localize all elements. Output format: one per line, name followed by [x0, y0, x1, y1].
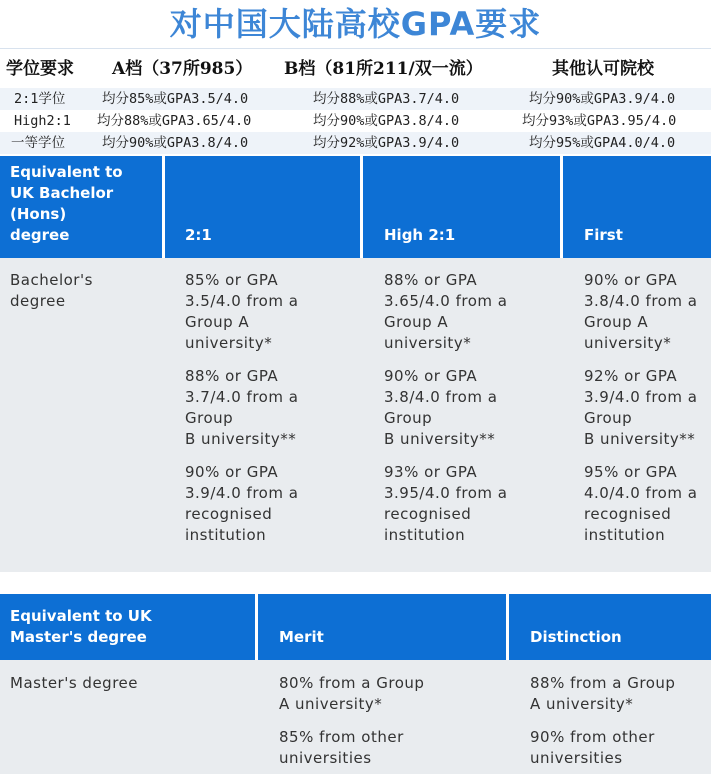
column-divider [360, 156, 363, 258]
bachelor-header-first: First [584, 226, 623, 244]
cn-cell: 均分90%或GPA3.8/4.0 [102, 135, 249, 151]
bachelor-cell: 88% or GPA 3.65/4.0 from a Group A university* [384, 271, 508, 352]
bachelor-cell: 90% or GPA 3.9/4.0 from a recognised institution [185, 463, 299, 544]
cn-cell: High2:1 [14, 113, 71, 129]
bachelor-header-high-2-1: High 2:1 [384, 226, 456, 244]
bachelor-row-label: Bachelor's degree [10, 271, 93, 310]
column-divider [162, 156, 165, 258]
master-row-label: Master's degree [10, 674, 138, 692]
bachelor-cell: 92% or GPA 3.9/4.0 from a Group B university** [584, 367, 698, 448]
cn-table-row [0, 88, 711, 110]
column-divider [255, 594, 258, 660]
master-table-body [0, 660, 711, 774]
bachelor-cell: 95% or GPA 4.0/4.0 from a recognised institution [584, 463, 698, 544]
column-divider [506, 594, 509, 660]
cn-cell: 一等学位 [11, 135, 65, 151]
cn-table-row [0, 132, 711, 154]
cn-cell: 均分90%或GPA3.9/4.0 [529, 91, 676, 107]
cn-header-cell: B档（81所211/双一流） [284, 59, 483, 79]
cn-cell: 均分88%或GPA3.65/4.0 [97, 113, 252, 129]
master-cell: 80% from a Group A university* [279, 674, 425, 713]
cn-cell: 均分90%或GPA3.8/4.0 [313, 113, 460, 129]
cn-cell: 均分92%或GPA3.9/4.0 [313, 135, 460, 151]
bachelor-cell: 90% or GPA 3.8/4.0 from a Group A university* [584, 271, 698, 352]
cn-cell: 均分88%或GPA3.7/4.0 [313, 91, 460, 107]
bachelor-cell: 90% or GPA 3.8/4.0 from a Group B university** [384, 367, 498, 448]
cn-cell: 均分93%或GPA3.95/4.0 [522, 113, 677, 129]
bachelor-cell: 85% or GPA 3.5/4.0 from a Group A university* [185, 271, 299, 352]
bachelor-header-2-1: 2:1 [185, 226, 212, 244]
master-cell: 88% from a Group A university* [530, 674, 676, 713]
cn-cell: 均分85%或GPA3.5/4.0 [102, 91, 249, 107]
cn-header-cell: 其他认可院校 [552, 59, 654, 79]
bachelor-cell: 88% or GPA 3.7/4.0 from a Group B university** [185, 367, 299, 448]
page-title: 对中国大陆高校GPA要求 [169, 5, 542, 43]
cn-gpa-table [0, 48, 711, 154]
cn-header-cell: 学位要求 [6, 59, 74, 79]
table-separator [0, 572, 711, 594]
master-cell: 90% from other universities [530, 728, 655, 767]
cn-header-cell: A档（37所985） [112, 59, 253, 79]
column-divider [560, 156, 563, 258]
bachelor-table-body [0, 258, 711, 572]
master-header-merit: Merit [279, 628, 324, 646]
cn-table-row [0, 110, 711, 132]
cn-table-header [0, 48, 711, 88]
bottom-strip [0, 774, 711, 782]
bachelor-header-label: Equivalent to UK Bachelor (Hons) degree [10, 163, 123, 244]
cn-cell: 均分95%或GPA4.0/4.0 [529, 135, 676, 151]
master-header-distinction: Distinction [530, 628, 622, 646]
master-cell: 85% from other universities [279, 728, 404, 767]
bachelor-table-header [0, 156, 711, 258]
bachelor-cell: 93% or GPA 3.95/4.0 from a recognised institution [384, 463, 508, 544]
cn-cell: 2:1学位 [14, 91, 66, 107]
master-table-header [0, 594, 711, 660]
master-header-label: Equivalent to UK Master's degree [10, 607, 152, 646]
